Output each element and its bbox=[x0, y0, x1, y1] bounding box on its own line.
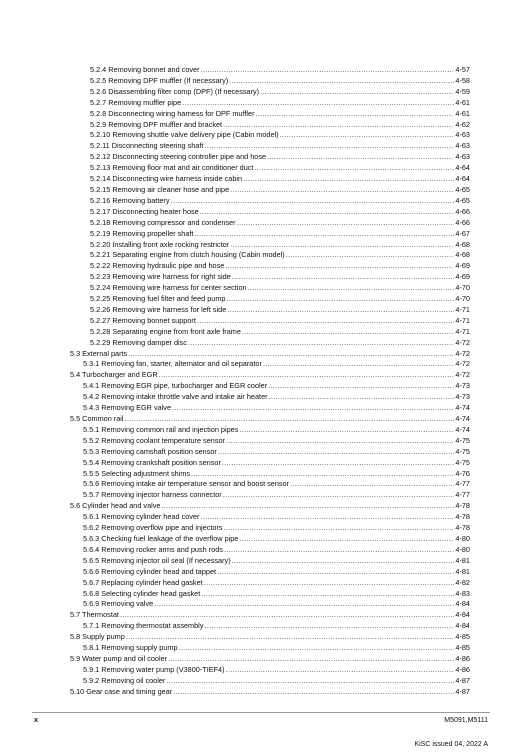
toc-entry-page: 4-63 bbox=[455, 130, 470, 140]
toc-entry[interactable] bbox=[70, 87, 470, 98]
dot-leader bbox=[243, 174, 454, 185]
toc-entry-title: 5.2.11 Disconnecting steering shaft bbox=[90, 141, 204, 151]
dot-leader bbox=[161, 501, 454, 512]
dot-leader bbox=[227, 305, 454, 316]
toc-entry-page: 4-64 bbox=[455, 163, 470, 173]
toc-entry-page: 4-65 bbox=[455, 195, 470, 205]
toc-entry-title: 5.2.12 Disconnecting steering controller pipe and hose bbox=[90, 152, 267, 162]
toc-entry-title: 5.2.27 Removing bonnet support bbox=[90, 315, 196, 325]
toc-entry[interactable] bbox=[70, 665, 470, 676]
toc-entry[interactable] bbox=[70, 512, 470, 523]
toc-entry[interactable] bbox=[70, 240, 470, 251]
toc-entry[interactable] bbox=[70, 490, 470, 501]
toc-entry-title: 5.3.1 Removing fan, starter, alternator and oil separator bbox=[83, 359, 262, 369]
toc-entry-title: 5.9 Water pump and oil cooler bbox=[70, 653, 168, 663]
toc-entry-page: 4-75 bbox=[455, 446, 470, 456]
toc-entry-page: 4-80 bbox=[455, 544, 470, 554]
footer-divider bbox=[32, 712, 490, 713]
toc-entry-title: 5.2.21 Separating engine from clutch housing (Cabin model) bbox=[90, 250, 285, 260]
toc-entry-title: 5.6.1 Removing cylinder head cover bbox=[83, 512, 200, 522]
toc-entry-page: 4-75 bbox=[455, 457, 470, 467]
toc-entry-title: 5.2.23 Removing wire harness for right side bbox=[90, 272, 231, 282]
toc-entry-title: 5.6.6 Removing cylinder head and tappet bbox=[83, 566, 217, 576]
toc-entry-title: 5.5.3 Removing camshaft position sensor bbox=[83, 446, 217, 456]
toc-entry-page: 4-78 bbox=[455, 523, 470, 533]
toc-entry-page: 4-83 bbox=[455, 588, 470, 598]
toc-entry-page: 4-84 bbox=[455, 599, 470, 609]
toc-entry-title: 5.3 External parts bbox=[70, 348, 128, 358]
dot-leader bbox=[224, 523, 455, 534]
toc-entry[interactable] bbox=[70, 294, 470, 305]
dot-leader bbox=[242, 327, 455, 338]
dot-leader bbox=[172, 403, 454, 414]
dot-leader bbox=[204, 621, 454, 632]
toc-entry-title: 5.8 Supply pump bbox=[70, 632, 125, 642]
toc-entry[interactable] bbox=[70, 65, 470, 76]
dot-leader bbox=[239, 425, 454, 436]
toc-entry-title: 5.10 Gear case and timing gear bbox=[70, 686, 173, 696]
toc-entry-page: 4-66 bbox=[455, 217, 470, 227]
table-of-contents bbox=[70, 65, 470, 698]
toc-entry-title: 5.2.9 Removing DPF muffler and bracket bbox=[90, 119, 223, 129]
toc-entry-title: 5.5.5 Selecting adjustment shims bbox=[83, 468, 191, 478]
toc-entry-title: 5.2.15 Removing air cleaner hose and pipe bbox=[90, 184, 230, 194]
dot-leader bbox=[223, 490, 455, 501]
toc-entry-title: 5.9.1 Removing water pump (V3800-TIEF4) bbox=[83, 664, 225, 674]
toc-entry-title: 5.7.1 Removing thermostat assembly bbox=[83, 621, 204, 631]
toc-entry-page: 4-64 bbox=[455, 174, 470, 184]
toc-entry-title: 5.6.9 Removing valve bbox=[83, 599, 154, 609]
dot-leader bbox=[182, 98, 454, 109]
toc-entry-page: 4-81 bbox=[455, 566, 470, 576]
dot-leader bbox=[290, 479, 454, 490]
toc-entry[interactable] bbox=[70, 76, 470, 87]
toc-entry[interactable] bbox=[70, 643, 470, 654]
toc-entry-page: 4-71 bbox=[455, 326, 470, 336]
toc-entry[interactable] bbox=[70, 229, 470, 240]
toc-entry[interactable] bbox=[70, 250, 470, 261]
toc-entry[interactable] bbox=[70, 599, 470, 610]
model-number: M5091,M5111 bbox=[444, 717, 488, 724]
toc-entry-page: 4-81 bbox=[455, 555, 470, 565]
toc-entry[interactable] bbox=[70, 567, 470, 578]
dot-leader bbox=[188, 338, 454, 349]
toc-entry-page: 4-77 bbox=[455, 479, 470, 489]
toc-entry-page: 4-74 bbox=[455, 414, 470, 423]
dot-leader bbox=[232, 556, 455, 567]
toc-entry-page: 4-74 bbox=[455, 424, 470, 434]
toc-entry-title: 5.5.2 Removing coolant temperature sensor bbox=[83, 435, 225, 445]
toc-entry[interactable] bbox=[70, 207, 470, 218]
toc-entry[interactable] bbox=[70, 578, 470, 589]
toc-entry-title: 5.6.2 Removing overflow pipe and injectors bbox=[83, 523, 223, 533]
toc-entry-title: 5.2.22 Removing hydraulic pipe and hose bbox=[90, 261, 225, 271]
toc-entry[interactable] bbox=[70, 349, 470, 360]
toc-entry[interactable] bbox=[70, 305, 470, 316]
toc-entry[interactable] bbox=[70, 654, 470, 665]
toc-entry[interactable] bbox=[70, 109, 470, 120]
toc-entry[interactable] bbox=[70, 359, 470, 370]
toc-entry-page: 4-61 bbox=[455, 108, 470, 118]
dot-leader bbox=[260, 87, 454, 98]
toc-entry[interactable] bbox=[70, 534, 470, 545]
toc-entry-title: 5.4 Turbocharger and EGR bbox=[70, 370, 158, 380]
toc-entry-title: 5.2.16 Removing battery bbox=[90, 195, 170, 205]
toc-entry-title: 5.2.4 Removing bonnet and cover bbox=[90, 65, 200, 74]
toc-entry-page: 4-57 bbox=[455, 65, 470, 74]
dot-leader bbox=[126, 632, 455, 643]
toc-entry-page: 4-84 bbox=[455, 610, 470, 620]
dot-leader bbox=[191, 469, 454, 480]
toc-entry[interactable] bbox=[70, 130, 470, 141]
page-number: x bbox=[34, 717, 38, 724]
dot-leader bbox=[125, 414, 455, 425]
toc-entry-page: 4-67 bbox=[455, 228, 470, 238]
dot-leader bbox=[254, 163, 454, 174]
dot-leader bbox=[268, 381, 454, 392]
toc-entry[interactable] bbox=[70, 610, 470, 621]
toc-entry-page: 4-69 bbox=[455, 272, 470, 282]
toc-entry[interactable] bbox=[70, 479, 470, 490]
toc-entry[interactable] bbox=[70, 98, 470, 109]
toc-entry[interactable] bbox=[70, 185, 470, 196]
toc-entry[interactable] bbox=[70, 501, 470, 512]
toc-entry-page: 4-85 bbox=[455, 632, 470, 642]
dot-leader bbox=[267, 152, 454, 163]
dot-leader bbox=[204, 578, 455, 589]
toc-entry-page: 4-68 bbox=[455, 239, 470, 249]
toc-entry[interactable] bbox=[70, 447, 470, 458]
dot-leader bbox=[200, 207, 455, 218]
toc-entry-title: 5.8.1 Removing supply pump bbox=[83, 643, 178, 653]
toc-entry[interactable] bbox=[70, 163, 470, 174]
dot-leader bbox=[248, 283, 455, 294]
toc-entry-page: 4-65 bbox=[455, 184, 470, 194]
toc-entry[interactable] bbox=[70, 316, 470, 327]
toc-entry-title: 5.2.25 Removing fuel filter and feed pump bbox=[90, 294, 226, 304]
dot-leader bbox=[269, 392, 455, 403]
toc-entry-title: 5.4.1 Removing EGR pipe, turbocharger and EGR cooler bbox=[83, 381, 268, 391]
dot-leader bbox=[197, 316, 455, 327]
toc-entry-title: 5.5.4 Removing crankshaft position sensor bbox=[83, 457, 221, 467]
toc-entry-page: 4-69 bbox=[455, 261, 470, 271]
toc-entry-page: 4-71 bbox=[455, 304, 470, 314]
dot-leader bbox=[217, 567, 454, 578]
toc-entry-page: 4-72 bbox=[455, 348, 470, 358]
toc-entry-page: 4-75 bbox=[455, 435, 470, 445]
toc-entry-title: 5.2.13 Removing floor mat and air conditioner duct bbox=[90, 163, 254, 173]
dot-leader bbox=[237, 218, 455, 229]
toc-entry-page: 4-72 bbox=[455, 370, 470, 380]
toc-entry[interactable] bbox=[70, 261, 470, 272]
toc-entry[interactable] bbox=[70, 141, 470, 152]
toc-entry[interactable] bbox=[70, 556, 470, 567]
dot-leader bbox=[204, 141, 454, 152]
toc-entry[interactable] bbox=[70, 381, 470, 392]
dot-leader bbox=[230, 240, 454, 251]
dot-leader bbox=[128, 349, 454, 360]
toc-entry[interactable] bbox=[70, 632, 470, 643]
dot-leader bbox=[226, 665, 455, 676]
toc-entry-page: 4-86 bbox=[455, 653, 470, 663]
dot-leader bbox=[218, 447, 455, 458]
toc-entry-title: 5.2.24 Removing wire harness for center section bbox=[90, 283, 247, 293]
toc-entry-title: 5.5.6 Removing intake air temperature sensor and boost sensor bbox=[83, 479, 290, 489]
toc-entry-title: 5.4.3 Removing EGR valve bbox=[83, 403, 172, 413]
toc-entry-page: 4-72 bbox=[455, 337, 470, 347]
toc-entry[interactable] bbox=[70, 545, 470, 556]
dot-leader bbox=[200, 512, 454, 523]
toc-entry-page: 4-82 bbox=[455, 577, 470, 587]
toc-entry-page: 4-84 bbox=[455, 621, 470, 631]
toc-entry[interactable] bbox=[70, 469, 470, 480]
toc-entry[interactable] bbox=[70, 370, 470, 381]
toc-entry-title: 5.2.10 Removing shuttle valve delivery pipe (Cabin model) bbox=[90, 130, 279, 140]
toc-entry[interactable] bbox=[70, 687, 470, 698]
toc-entry[interactable] bbox=[70, 152, 470, 163]
dot-leader bbox=[201, 589, 454, 600]
toc-entry-page: 4-78 bbox=[455, 512, 470, 522]
dot-leader bbox=[232, 272, 455, 283]
dot-leader bbox=[256, 109, 455, 120]
toc-entry-page: 4-68 bbox=[455, 250, 470, 260]
toc-entry-title: 5.9.2 Removing oil cooler bbox=[83, 675, 166, 685]
toc-entry-page: 4-63 bbox=[455, 141, 470, 151]
dot-leader bbox=[226, 436, 454, 447]
dot-leader bbox=[225, 261, 454, 272]
toc-entry-page: 4-58 bbox=[455, 75, 470, 85]
toc-entry-title: 5.6.5 Removing injector oil seal (If necessary) bbox=[83, 555, 231, 565]
toc-entry-title: 5.2.14 Disconnecting wire harness inside cabin bbox=[90, 174, 243, 184]
toc-entry-title: 5.2.8 Disconnecting wiring harness for DPF muffler bbox=[90, 108, 255, 118]
toc-entry-page: 4-76 bbox=[455, 468, 470, 478]
toc-entry-page: 4-86 bbox=[455, 664, 470, 674]
toc-entry[interactable] bbox=[70, 621, 470, 632]
toc-entry-page: 4-73 bbox=[455, 392, 470, 402]
toc-entry-title: 5.5.7 Removing injector harness connector bbox=[83, 490, 222, 500]
toc-entry-title: 5.2.29 Removing damper disc bbox=[90, 337, 187, 347]
toc-entry[interactable] bbox=[70, 676, 470, 687]
dot-leader bbox=[222, 458, 454, 469]
dot-leader bbox=[173, 687, 454, 698]
dot-leader bbox=[159, 370, 455, 381]
issue-label: KiSC issued 04, 2022 A bbox=[414, 741, 488, 748]
toc-entry-page: 4-87 bbox=[455, 686, 470, 696]
toc-entry-title: 5.7 Thermostat bbox=[70, 610, 119, 620]
toc-entry-title: 5.2.20 Installing front axle rocking restrictor bbox=[90, 239, 230, 249]
toc-entry-page: 4-66 bbox=[455, 206, 470, 216]
toc-entry-page: 4-72 bbox=[455, 359, 470, 369]
toc-entry-title: 5.6 Cylinder head and valve bbox=[70, 501, 161, 511]
toc-entry[interactable] bbox=[70, 589, 470, 600]
toc-entry[interactable] bbox=[70, 283, 470, 294]
toc-entry[interactable] bbox=[70, 458, 470, 469]
toc-entry-page: 4-71 bbox=[455, 315, 470, 325]
dot-leader bbox=[280, 130, 455, 141]
dot-leader bbox=[224, 545, 454, 556]
dot-leader bbox=[229, 76, 454, 87]
toc-entry-title: 5.2.5 Removing DPF muffler (If necessary) bbox=[90, 75, 229, 85]
toc-entry[interactable] bbox=[70, 196, 470, 207]
dot-leader bbox=[168, 654, 454, 665]
toc-entry-page: 4-78 bbox=[455, 501, 470, 511]
toc-entry-page: 4-62 bbox=[455, 119, 470, 129]
toc-entry-title: 5.6.4 Removing rocker arms and push rods bbox=[83, 544, 223, 554]
toc-entry-page: 4-77 bbox=[455, 490, 470, 500]
toc-entry-title: 5.4.2 Removing intake throttle valve and intake air heater bbox=[83, 392, 268, 402]
dot-leader bbox=[263, 359, 455, 370]
dot-leader bbox=[226, 294, 454, 305]
toc-entry-page: 4-70 bbox=[455, 294, 470, 304]
toc-entry[interactable] bbox=[70, 392, 470, 403]
toc-entry[interactable] bbox=[70, 338, 470, 349]
dot-leader bbox=[239, 534, 454, 545]
toc-entry-title: 5.5 Common rail bbox=[70, 414, 124, 423]
toc-entry-page: 4-70 bbox=[455, 283, 470, 293]
toc-entry[interactable] bbox=[70, 327, 470, 338]
dot-leader bbox=[201, 65, 455, 76]
toc-entry-page: 4-85 bbox=[455, 643, 470, 653]
dot-leader bbox=[194, 229, 454, 240]
toc-entry[interactable] bbox=[70, 523, 470, 534]
dot-leader bbox=[179, 643, 455, 654]
toc-entry-page: 4-59 bbox=[455, 86, 470, 96]
toc-entry[interactable] bbox=[70, 120, 470, 131]
toc-entry-page: 4-73 bbox=[455, 381, 470, 391]
toc-entry-title: 5.5.1 Removing common rail and injection pipes bbox=[83, 424, 239, 434]
toc-entry-title: 5.2.19 Removing propeller shaft bbox=[90, 228, 194, 238]
toc-entry-page: 4-80 bbox=[455, 533, 470, 543]
toc-entry-page: 4-61 bbox=[455, 97, 470, 107]
toc-entry-title: 5.2.18 Removing compressor and condenser bbox=[90, 217, 236, 227]
toc-entry-title: 5.6.8 Selecting cylinder head gasket bbox=[83, 588, 201, 598]
dot-leader bbox=[230, 185, 454, 196]
toc-entry[interactable] bbox=[70, 403, 470, 414]
toc-entry-title: 5.2.17 Disconnecting heater hose bbox=[90, 206, 199, 216]
toc-entry-page: 4-74 bbox=[455, 403, 470, 413]
toc-entry[interactable] bbox=[70, 436, 470, 447]
toc-entry-title: 5.6.7 Replacing cylinder head gasket bbox=[83, 577, 203, 587]
dot-leader bbox=[154, 599, 454, 610]
toc-entry-page: 4-87 bbox=[455, 675, 470, 685]
toc-entry-title: 5.2.28 Separating engine from front axle frame bbox=[90, 326, 241, 336]
toc-entry[interactable] bbox=[70, 272, 470, 283]
dot-leader bbox=[223, 120, 454, 131]
toc-entry[interactable] bbox=[70, 414, 470, 425]
toc-entry[interactable] bbox=[70, 425, 470, 436]
toc-entry-title: 5.2.7 Removing muffler pipe bbox=[90, 97, 182, 107]
toc-entry-title: 5.2.6 Disassembling filter comp (DPF) (If necessary) bbox=[90, 86, 260, 96]
dot-leader bbox=[120, 610, 454, 621]
toc-entry-title: 5.6.3 Checking fuel leakage of the overflow pipe bbox=[83, 533, 239, 543]
dot-leader bbox=[286, 250, 455, 261]
toc-entry[interactable] bbox=[70, 174, 470, 185]
toc-entry-title: 5.2.26 Removing wire harness for left side bbox=[90, 304, 227, 314]
dot-leader bbox=[166, 676, 454, 687]
toc-entry-page: 4-63 bbox=[455, 152, 470, 162]
toc-entry[interactable] bbox=[70, 218, 470, 229]
dot-leader bbox=[171, 196, 455, 207]
